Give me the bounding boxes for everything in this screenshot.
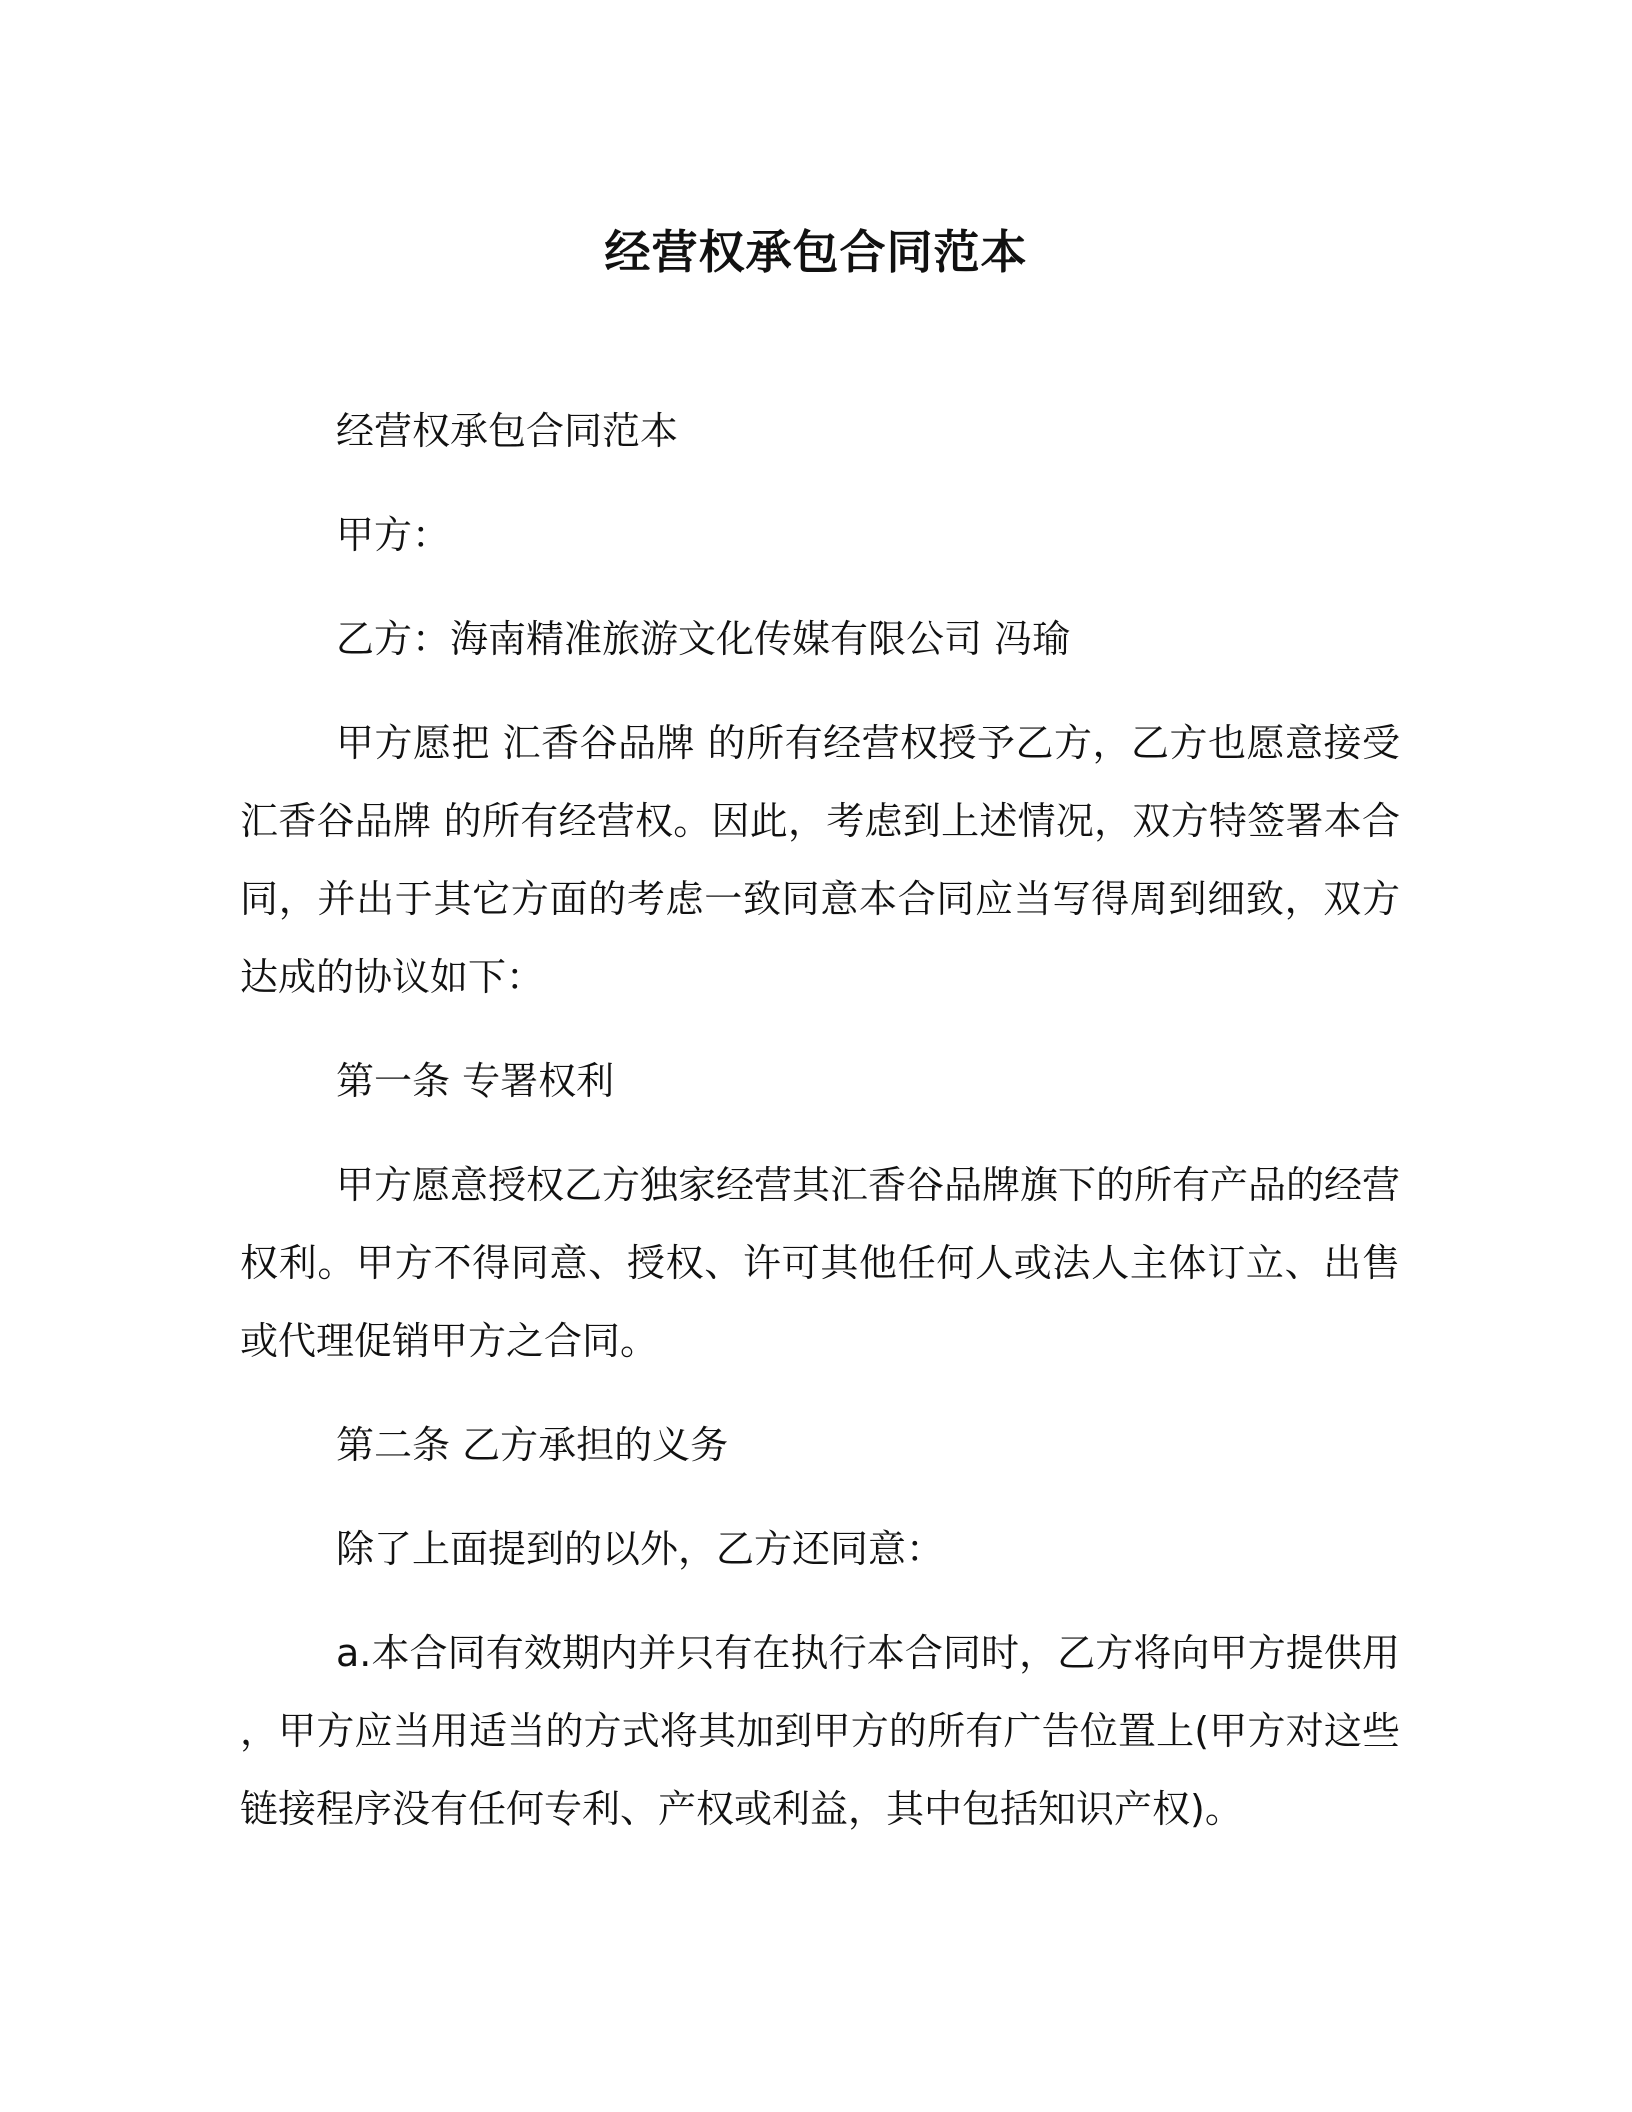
- document-body: [240, 392, 1413, 1874]
- subtitle-paragraph: 经营权承包合同范本: [336, 409, 679, 453]
- article-1-heading: 第一条 专署权利: [336, 1059, 615, 1103]
- article-1-paragraph: 甲方愿意授权乙方独家经营其汇香谷品牌旗下的所有产品的经营权利。甲方不得同意、授权、许可其他任何人或法人主体订立、出售或代理促销甲方之合同。: [240, 1163, 1401, 1363]
- article-2-item-a: a.本合同有效期内并只有在执行本合同时，乙方将向甲方提供用 ，甲方应当用适当的方式将其加到甲方的所有广告位置上(甲方对这些链接程序没有任何专利、产权或利益，其中包括知识产权)。: [240, 1631, 1413, 1831]
- party-a-line: 甲方：: [336, 513, 451, 557]
- party-b-line: 乙方：海南精准旅游文化传媒有限公司 冯瑜: [336, 617, 1071, 661]
- article-2-intro: 除了上面提到的以外，乙方还同意：: [336, 1527, 945, 1571]
- article-2-heading: 第二条 乙方承担的义务: [336, 1423, 729, 1467]
- preamble-paragraph: 甲方愿把 汇香谷品牌 的所有经营权授予乙方，乙方也愿意接受汇香谷品牌 的所有经营权。因此，考虑到上述情况，双方特签署本合同，并出于其它方面的考虑一致同意本合同应当写得周到细致，双方达成的协议如下：: [240, 721, 1400, 999]
- document-title: 经营权承包合同范本: [604, 225, 1028, 279]
